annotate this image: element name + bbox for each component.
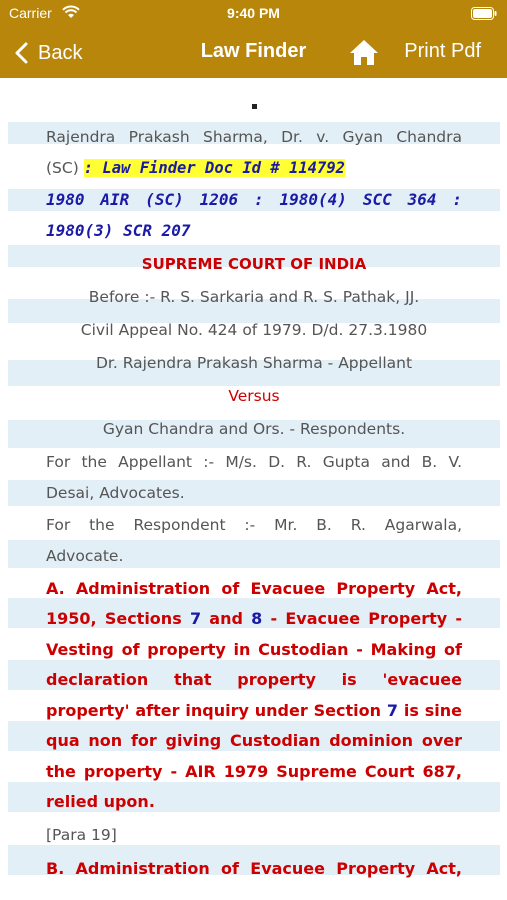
section-link[interactable]: 7 — [386, 701, 399, 720]
home-icon[interactable] — [348, 38, 380, 66]
headnote-line: the property - AIR 1979 Supreme Court 687, — [46, 762, 462, 781]
headnote-line: relied upon. — [46, 792, 155, 811]
section-link[interactable]: 8 — [251, 609, 263, 628]
carrier-label: Carrier — [9, 5, 52, 21]
appeal-line: Civil Appeal No. 424 of 1979. D/d. 27.3.1980 — [80, 321, 428, 339]
appellant-line: Dr. Rajendra Prakash Sharma - Appellant — [95, 354, 413, 372]
headnote-text: - Evacuee Property - — [270, 609, 463, 628]
respondent-counsel-line: For the Respondent :- Mr. B. R. Agarwala, — [46, 516, 462, 534]
headnote-text: property' after inquiry under Section — [46, 701, 381, 720]
separator-dot — [252, 104, 257, 109]
bench-line: Before :- R. S. Sarkaria and R. S. Pathak, JJ. — [88, 288, 420, 306]
case-title-line: Rajendra Prakash Sharma, Dr. v. Gyan Chandra — [46, 128, 462, 146]
page-title: Law Finder — [200, 40, 307, 62]
headnote-text: is sine — [403, 701, 463, 720]
headnote-line: qua non for giving Custodian dominion over — [46, 731, 462, 750]
headnote-line: A. Administration of Evacuee Property Act, — [46, 579, 462, 598]
status-time: 9:40 PM — [227, 5, 280, 21]
battery-icon — [471, 7, 497, 20]
case-title-line — [46, 153, 462, 183]
headnote-text: and — [209, 609, 243, 628]
nav-bar — [0, 28, 507, 78]
respondent-counsel-line: Advocate. — [46, 547, 124, 565]
document-view[interactable] — [0, 78, 507, 900]
doc-id-badge: : Law Finder Doc Id # 114792 — [83, 159, 345, 177]
headnote-line — [46, 696, 462, 726]
citation-line: 1980 AIR (SC) 1206 : 1980(4) SCC 364 : — [46, 190, 462, 209]
back-label: Back — [38, 41, 83, 64]
print-pdf-button[interactable]: Print Pdf — [404, 40, 481, 62]
respondents-line: Gyan Chandra and Ors. - Respondents. — [102, 420, 406, 438]
court-abbrev: (SC) — [46, 159, 79, 177]
headnote-line: declaration that property is 'evacuee — [46, 670, 462, 689]
appellant-counsel-line: For the Appellant :- M/s. D. R. Gupta and B. V. — [46, 453, 462, 471]
appellant-counsel-line: Desai, Advocates. — [46, 484, 185, 502]
citation-line: 1980(3) SCR 207 — [46, 221, 191, 240]
headnote-line — [46, 604, 462, 634]
status-bar — [0, 0, 507, 28]
headnote-line: B. Administration of Evacuee Property Act, — [46, 859, 462, 878]
para-reference: [Para 19] — [46, 826, 117, 844]
headnote-line: Vesting of property in Custodian - Making of — [46, 640, 462, 659]
versus-label: Versus — [228, 387, 280, 405]
section-link[interactable]: 7 — [189, 609, 202, 628]
court-name: SUPREME COURT OF INDIA — [141, 255, 367, 273]
headnote-text: 1950, Sections — [46, 609, 182, 628]
app-header — [0, 0, 507, 78]
